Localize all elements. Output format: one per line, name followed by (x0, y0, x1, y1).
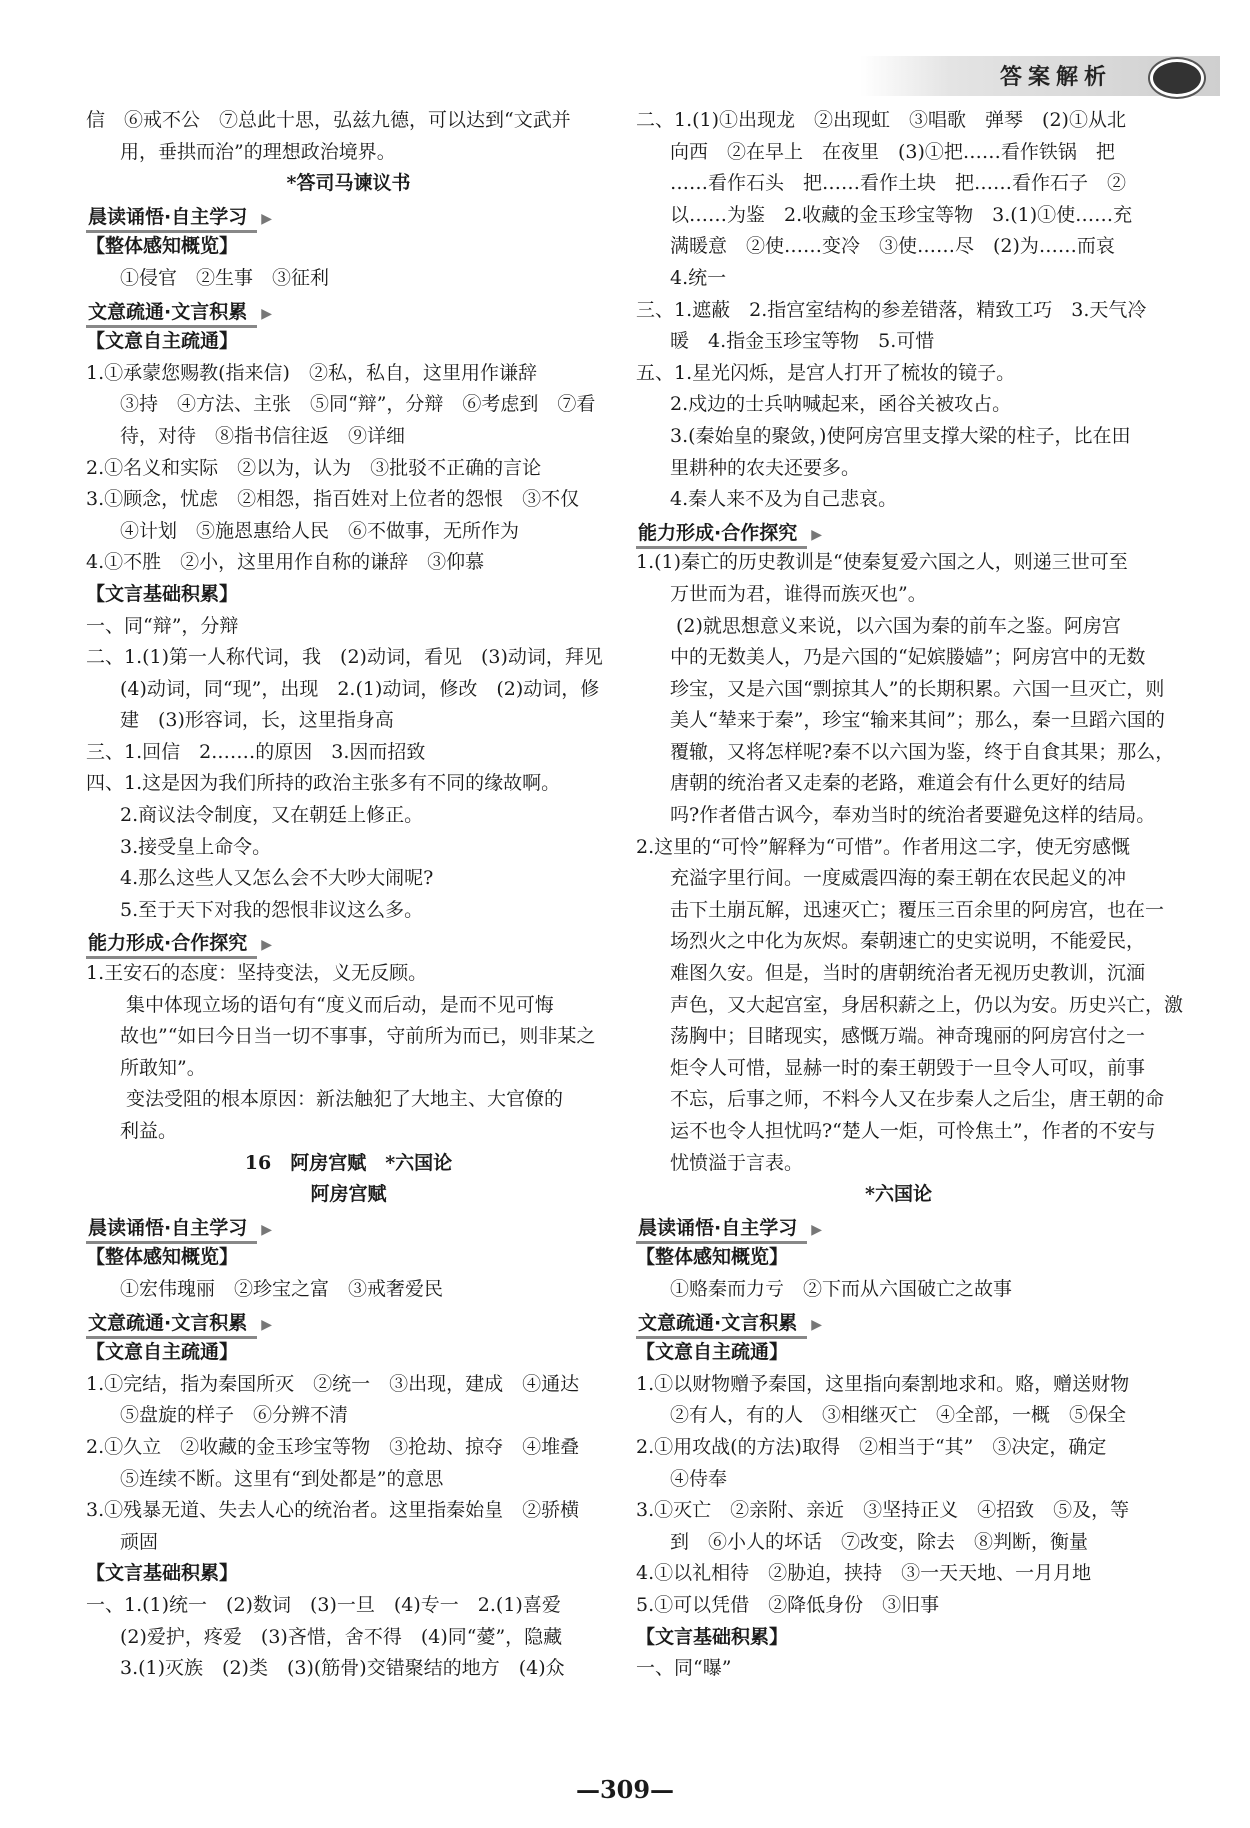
text-line: 4.秦人来不及为自己悲哀。 (670, 488, 898, 511)
text-line: 到 ⑥小人的坏话 ⑦改变，除去 ⑧判断，衡量 (670, 1530, 1089, 1553)
section-heading-label: 文意疏通·文言积累 (86, 1310, 257, 1339)
triangle-arrow-icon: ▶ (261, 210, 272, 227)
text-line: ④计划 ⑤施恩惠给人民 ⑥不做事，无所作为 (120, 519, 520, 542)
text-line: 集中体现立场的语句有“度义而后动，是而不见可悔 (126, 993, 554, 1016)
page-header (860, 56, 1220, 96)
section-heading-label: 文意疏通·文言积累 (636, 1310, 807, 1339)
text-line: 珍宝，又是六国“剽掠其人”的长期积累。六国一旦灭亡，则 (670, 677, 1165, 700)
section-title: 16 阿房宫赋 *六国论 (244, 1151, 453, 1174)
subsection-heading: 【整体感知概览】 (636, 1246, 789, 1269)
text-line: 二、1.(1)第一人称代词，我 (2)动词，看见 (3)动词，拜见 (86, 646, 603, 669)
subsection-heading: 【文意自主疏通】 (86, 1341, 239, 1364)
triangle-arrow-icon: ▶ (811, 526, 822, 543)
text-line: 三、1.遮蔽 2.指宫室结构的参差错落，精致工巧 3.天气冷 (636, 298, 1147, 321)
text-line: 不忘，后事之师，不料今人又在步秦人之后尘，唐王朝的命 (670, 1088, 1165, 1111)
text-line: 4.统一 (670, 266, 727, 289)
text-line: ①侵官 ②生事 ③征利 (120, 266, 330, 289)
text-line: 覆辙，又将怎样呢?秦不以六国为鉴，终于自食其果；那么， (670, 740, 1175, 763)
section-heading (86, 1306, 611, 1338)
text-line: 5.①可以凭借 ②降低身份 ③旧事 (636, 1593, 940, 1616)
text-line: 3.(秦始皇的聚敛，)使阿房宫里支撑大梁的柱子，比在田 (670, 424, 1131, 447)
text-line: (2)就思想意义来说，以六国为秦的前车之鉴。阿房宫 (676, 614, 1121, 637)
text-line: 变法受阻的根本原因：新法触犯了大地主、大官僚的 (126, 1088, 564, 1111)
section-title: *六国论 (865, 1183, 932, 1206)
text-line: 3.接受皇上命令。 (120, 835, 272, 858)
text-line: 场烈火之中化为灰烬。秦朝速亡的史实说明，不能爱民， (670, 930, 1146, 953)
text-line: 里耕种的农夫还要多。 (670, 456, 861, 479)
text-line: 2.①用攻战(的方法)取得 ②相当于“其” ③决定，确定 (636, 1435, 1107, 1458)
section-title: 阿房宫赋 (310, 1183, 387, 1206)
text-line: 4.①不胜 ②小，这里用作自称的谦辞 ③仰慕 (86, 551, 485, 574)
text-line: 唐朝的统治者又走秦的老路，难道会有什么更好的结局 (670, 772, 1127, 795)
triangle-arrow-icon: ▶ (261, 1316, 272, 1333)
section-heading (86, 200, 611, 232)
subsection-heading: 【文意自主疏通】 (86, 330, 239, 353)
text-line: 5.至于天下对我的怨恨非议这么多。 (120, 898, 424, 921)
triangle-arrow-icon: ▶ (811, 1316, 822, 1333)
section-heading-label: 晨读诵悟·自主学习 (86, 204, 257, 233)
text-line: ②有人，有的人 ③相继灭亡 ④全部，一概 ⑤保全 (670, 1404, 1127, 1427)
section-heading (636, 516, 1161, 548)
text-line: 击下土崩瓦解，迅速灭亡；覆压三百余里的阿房宫，也在一 (670, 898, 1165, 921)
text-line: 美人“辇来于秦”，珍宝“输来其间”；那么，秦一旦蹈六国的 (670, 709, 1165, 732)
text-line: 待，对待 ⑧指书信往返 ⑨详细 (120, 424, 406, 447)
text-line: 二、1.(1)①出现龙 ②出现虹 ③唱歌 弹琴 (2)①从北 (636, 109, 1126, 131)
text-line: 四、1.这是因为我们所持的政治主张多有不同的缘故啊。 (86, 772, 561, 795)
text-line: 建 (3)形容词，长，这里指身高 (120, 709, 394, 732)
text-line: ⑤盘旋的样子 ⑥分辨不清 (120, 1404, 349, 1427)
section-heading (86, 1211, 611, 1243)
text-line: 五、1.星光闪烁，是宫人打开了梳妆的镜子。 (636, 361, 1016, 384)
subsection-heading: 【整体感知概览】 (86, 235, 239, 258)
text-line: 4.那么这些人又怎么会不大吵大闹呢? (120, 867, 434, 890)
text-line: 一、同“辩”，分辩 (86, 614, 239, 637)
text-line: 故也”“如曰今日当一切不事事，守前所为而已，则非某之 (120, 1025, 596, 1048)
triangle-arrow-icon: ▶ (811, 1221, 822, 1238)
text-line: 利益。 (120, 1120, 178, 1142)
text-line: ④侍奉 (670, 1467, 728, 1490)
text-line: 1.①承蒙您赐教(指来信) ②私，私自，这里用作谦辞 (86, 361, 537, 384)
text-line: 所敢知”。 (120, 1056, 206, 1079)
subsection-heading: 【整体感知概览】 (86, 1246, 239, 1269)
text-line: ①宏伟瑰丽 ②珍宝之富 ③戒奢爱民 (120, 1277, 444, 1300)
text-line: 信 ⑥戒不公 ⑦总此十思，弘兹九德，可以达到“文武并 (86, 109, 571, 131)
text-line: 3.①顾念，忧虑 ②相怨，指百姓对上位者的怨恨 ③不仅 (86, 488, 580, 511)
text-line: 用，垂拱而治”的理想政治境界。 (120, 140, 396, 163)
text-line: ①赂秦而力亏 ②下而从六国破亡之故事 (670, 1277, 1013, 1300)
text-line: 顽固 (120, 1530, 159, 1553)
section-title: *答司马谏议书 (286, 172, 411, 195)
book-logo-icon (1150, 59, 1204, 97)
text-line: 2.戍边的士兵呐喊起来，函谷关被攻占。 (670, 393, 1012, 416)
subsection-heading: 【文言基础积累】 (86, 582, 239, 605)
section-heading-label: 晨读诵悟·自主学习 (86, 1215, 257, 1244)
text-line: 3.①灭亡 ②亲附、亲近 ③坚持正义 ④招致 ⑤及，等 (636, 1499, 1130, 1522)
text-line: 向西 ②在早上 在夜里 (3)①把……看作铁锅 把 (670, 140, 1115, 163)
header-title: 答案解析 (1000, 65, 1113, 90)
section-heading (636, 1306, 1161, 1338)
text-line: 一、1.(1)统一 (2)数词 (3)一旦 (4)专一 2.(1)喜爱 (86, 1593, 561, 1616)
text-line: 4.①以礼相待 ②胁迫，挟持 ③一天天地、一月月地 (636, 1562, 1092, 1585)
text-line: ③持 ④方法、主张 ⑤同“辩”，分辩 ⑥考虑到 ⑦看 (120, 393, 596, 416)
text-line: 运不也令人担忧吗?“楚人一炬，可怜焦土”，作者的不安与 (670, 1120, 1156, 1142)
text-line: 声色，又大起宫室，身居积薪之上，仍以为安。历史兴亡，激 (670, 993, 1184, 1016)
text-line: 1.①完结，指为秦国所灭 ②统一 ③出现，建成 ④通达 (86, 1372, 580, 1395)
subsection-heading: 【文言基础积累】 (86, 1562, 239, 1585)
text-line: 3.①残暴无道、失去人心的统治者。这里指秦始皇 ②骄横 (86, 1499, 580, 1522)
triangle-arrow-icon: ▶ (261, 937, 272, 954)
subsection-heading: 【文意自主疏通】 (636, 1341, 789, 1364)
triangle-arrow-icon: ▶ (261, 305, 272, 322)
section-heading (86, 926, 611, 958)
right-column (636, 105, 1184, 1685)
text-line: 万世而为君，谁得而族灭也”。 (670, 582, 927, 605)
section-heading-label: 晨读诵悟·自主学习 (636, 1215, 807, 1244)
text-line: 一、同“曝” (636, 1657, 732, 1680)
text-line: 荡胸中；目睹现实，感慨万端。神奇瑰丽的阿房宫付之一 (670, 1025, 1146, 1048)
text-line: 暖 4.指金玉珍宝等物 5.可惜 (670, 330, 935, 353)
text-line: 1.王安石的态度：坚持变法，义无反顾。 (86, 962, 428, 985)
section-heading (636, 1211, 1161, 1243)
text-line: 中的无数美人，乃是六国的“妃嫔媵嫱”；阿房宫中的无数 (670, 646, 1146, 669)
text-line: 以……为鉴 2.收藏的金玉珍宝等物 3.(1)①使……充 (670, 203, 1133, 226)
section-heading (86, 295, 611, 327)
text-line: 2.①久立 ②收藏的金玉珍宝等物 ③抢劫、掠夺 ④堆叠 (86, 1435, 580, 1458)
left-column (86, 105, 611, 1685)
text-line: 3.(1)灭族 (2)类 (3)(筋骨)交错聚结的地方 (4)众 (120, 1657, 565, 1680)
text-line: ⑤连续不断。这里有“到处都是”的意思 (120, 1467, 444, 1490)
section-heading-label: 文意疏通·文言积累 (86, 299, 257, 328)
text-line: 2.这里的“可怜”解释为“可惜”。作者用这二字，使无穷感慨 (636, 835, 1130, 858)
subsection-heading: 【文言基础积累】 (636, 1625, 789, 1648)
text-line: 2.商议法令制度，又在朝廷上修正。 (120, 804, 424, 827)
text-line: (4)动词，同“现”，出现 2.(1)动词，修改 (2)动词，修 (120, 677, 600, 700)
page-number: —309— (575, 1775, 675, 1804)
section-heading-label: 能力形成·合作探究 (86, 930, 257, 959)
text-line: 充溢字里行间。一度威震四海的秦王朝在农民起义的冲 (670, 867, 1127, 890)
text-line: 难图久安。但是，当时的唐朝统治者无视历史教训，沉湎 (670, 962, 1146, 985)
text-line: ……看作石头 把……看作土块 把……看作石子 ② (670, 172, 1127, 195)
text-line: 1.(1)秦亡的历史教训是“使秦复爱六国之人，则递三世可至 (636, 551, 1128, 574)
text-line: 三、1.回信 2.……的原因 3.因而招致 (86, 740, 426, 763)
section-heading-label: 能力形成·合作探究 (636, 520, 807, 549)
text-line: 1.①以财物赠予秦国，这里指向秦割地求和。赂，赠送财物 (636, 1372, 1130, 1395)
text-line: 吗?作者借古讽今，奉劝当时的统治者要避免这样的结局。 (670, 804, 1156, 827)
text-line: 满暖意 ②使……变冷 ③使……尽 (2)为……而哀 (670, 235, 1115, 258)
text-line: 忧愤溢于言表。 (670, 1151, 804, 1174)
triangle-arrow-icon: ▶ (261, 1221, 272, 1238)
text-line: (2)爱护，疼爱 (3)吝惜，舍不得 (4)同“薆”，隐藏 (120, 1625, 563, 1648)
text-line: 2.①名义和实际 ②以为，认为 ③批驳不正确的言论 (86, 456, 542, 479)
text-line: 炬令人可惜，显赫一时的秦王朝毁于一旦令人可叹，前事 (670, 1056, 1146, 1079)
